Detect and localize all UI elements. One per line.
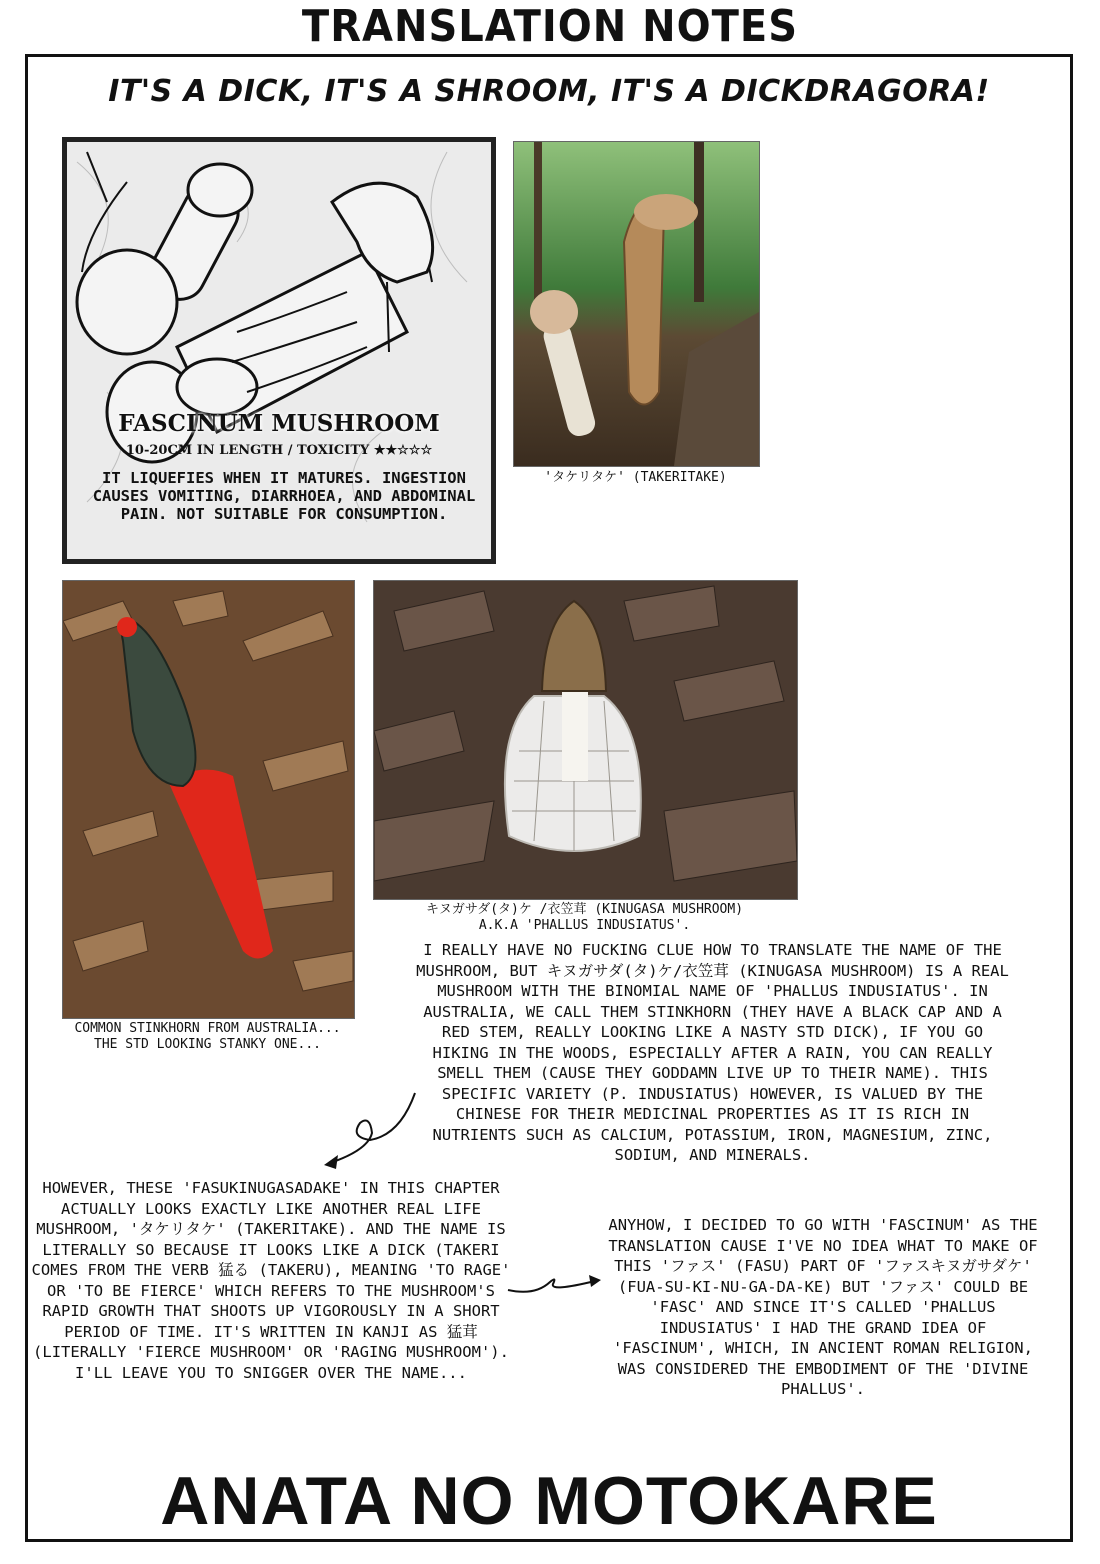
takeritake-note: HOWEVER, THESE 'FASUKINUGASADAKE' IN THIS CHAPTER ACTUALLY LOOKS EXACTLY LIKE ANOTHER REAL LIFE MUSHROOM, 'タケリタケ' (TAKERITAKE). AND THE NAME IS LITERALLY SO BECAUSE IT LOOKS LIKE A DICK (TAKERI COMES FROM THE VERB 猛る (TAKERU), MEANING 'TO RAGE' OR 'TO BE FIERCE' WHICH REFERS TO THE MUSHROOM'S RAPID GROWTH THAT SHOOTS UP VIGOROUSLY IN A SHORT PERIOD OF TIME. IT'S WRITTEN IN KANJI AS 猛茸 (LITERALLY 'FIERCE MUSHROOM' OR 'RAGING MUSHROOM'). I'LL LEAVE YOU TO SNIGGER OVER THE NAME... (31, 1179, 511, 1382)
fascinum-note: ANYHOW, I DECIDED TO GO WITH 'FASCINUM' AS THE TRANSLATION CAUSE I'VE NO IDEA WHAT TO MAKE OF THIS 'ファス' (FASU) PART OF 'ファスキヌガサダケ' (FUA-SU-KI-NU-GA-DA-KE) BUT 'ファス' COULD BE 'FASC' AND SINCE IT'S CALLED 'PHALLUS INDUSIATUS' I HAD THE GRAND IDEA OF 'FASCINUM', WHICH, IN ANCIENT ROMAN RELIGION, WAS CONSIDERED THE EMBODIMENT OF THE 'DIVINE PHALLUS'. (608, 1216, 1038, 1398)
kinugasa-photo (373, 580, 798, 900)
stinkhorn-photo (62, 580, 355, 1019)
kinugasa-note: I REALLY HAVE NO FUCKING CLUE HOW TO TRANSLATE THE NAME OF THE MUSHROOM, BUT キヌガサダ(タ)ケ/衣笠茸 (KINUGASA MUSHROOM) IS A REAL MUSHROOM WITH THE BINOMIAL NAME OF 'PHALLUS INDUSIATUS'. IN AUSTRALIA, WE CALL THEM STINKHORN (THEY HAVE A BLACK CAP AND A RED STEM, REALLY LOOKING LIKE A NASTY STD DICK), IF YOU GO HIKING IN THE WOODS, ESPECIALLY AFTER A RAIN, YOU CAN REALLY SMELL THEM (CAUSE THEY GODDAMN LIVE UP TO THEIR NAME). THIS SPECIFIC VARIETY (P. INDUSIATUS) HOWEVER, IS VALUED BY THE CHINESE FOR THEIR MEDICINAL PROPERTIES AS IT IS RICH IN NUTRIENTS SUCH AS CALCIUM, POTASSIUM, IRON, MAGNESIUM, ZINC, SODIUM, AND MINERALS. (416, 941, 1009, 1164)
stinkhorn-caption-2: THE STD LOOKING STANKY ONE... (94, 1037, 321, 1052)
kinugasa-caption-1: キヌガサダ(タ)ケ /衣笠茸 (KINUGASA MUSHROOM) (425, 902, 744, 917)
fascinum-subheading: 10-20CM IN LENGTH / TOXICITY ★★☆☆☆ (125, 443, 433, 458)
takeritake-photo (513, 141, 760, 467)
fascinum-description: IT LIQUEFIES WHEN IT MATURES. INGESTION CAUSES VOMITING, DIARRHOEA, AND ABDOMINAL PAIN. NOT SUITABLE FOR CONSUMPTION. (92, 469, 476, 523)
stinkhorn-caption-1: COMMON STINKHORN FROM AUSTRALIA... (74, 1021, 341, 1036)
series-title: ANATA NO MOTOKARE (160, 1463, 938, 1539)
takeritake-caption: 'タケリタケ' (TAKERITAKE) (544, 470, 727, 485)
fascinum-panel (62, 137, 496, 564)
curved-arrow-left-icon (310, 1085, 430, 1175)
curved-arrow-right-icon (505, 1268, 605, 1298)
page-subtitle: IT'S A DICK, IT'S A SHROOM, IT'S A DICKDRAGORA! (108, 74, 990, 109)
page-title: TRANSLATION NOTES (301, 2, 799, 52)
fascinum-heading: FASCINUM MUSHROOM (118, 410, 440, 437)
kinugasa-caption-2: A.K.A 'PHALLUS INDUSIATUS'. (478, 918, 691, 933)
